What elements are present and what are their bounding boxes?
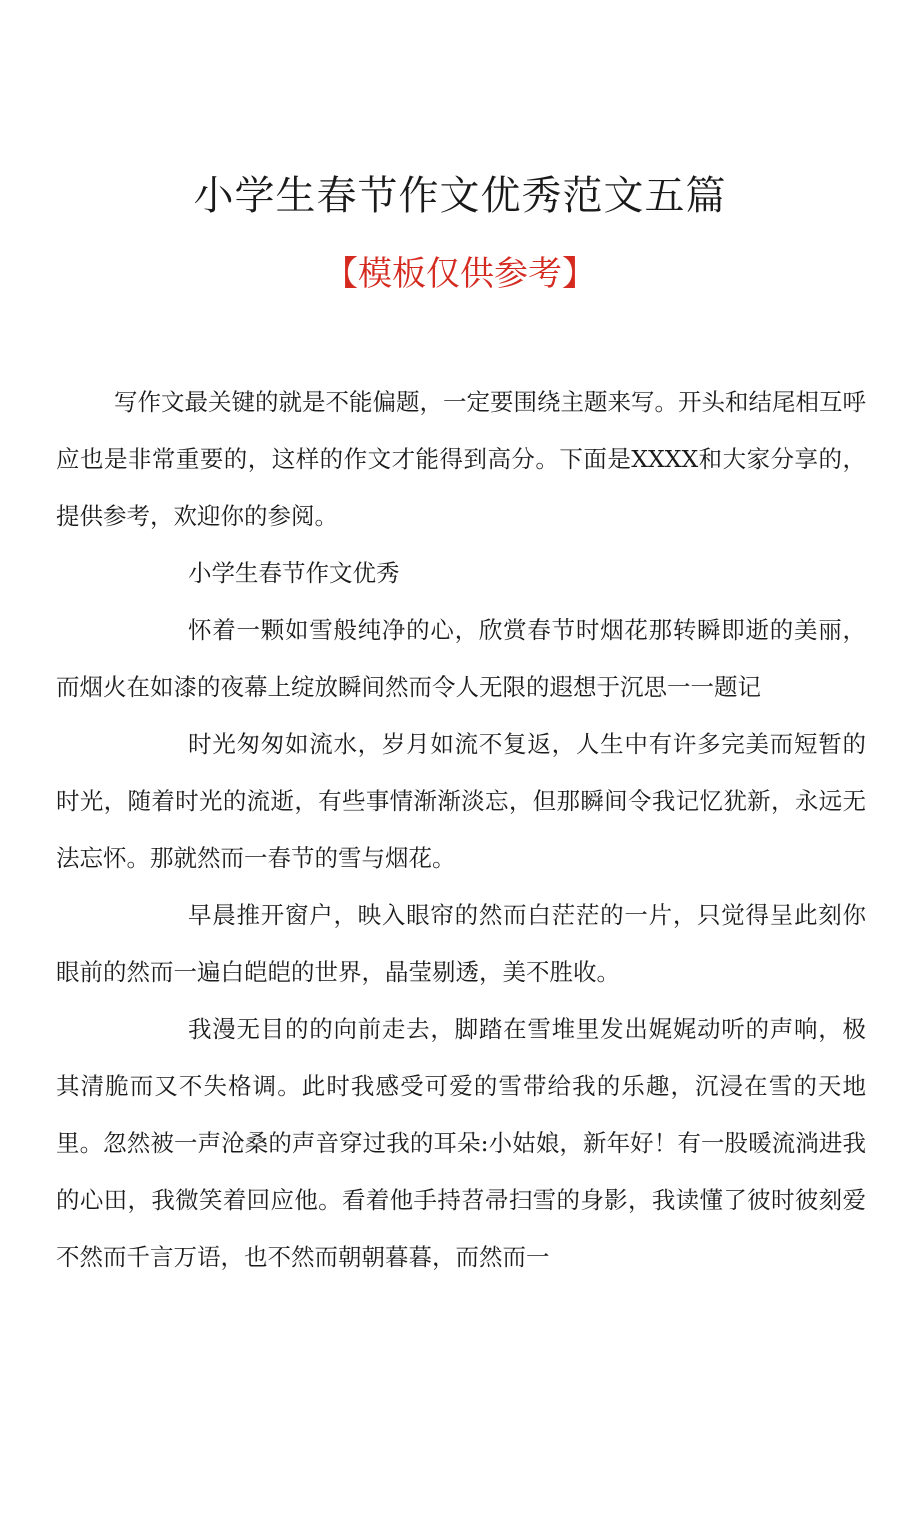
intro-paragraph: 写作文最关键的就是不能偏题，一定要围绕主题来写。开头和结尾相互呼应也是非常重要的，这样的作文才能得到高分。下面是XXXX和大家分享的，提供参考，欢迎你的参阅。 [56, 388, 866, 530]
body-paragraph: 早晨推开窗户，映入眼帘的然而白茫茫的一片，只觉得呈此刻你眼前的然而一遍白皑皑的世界，晶莹剔透，美不胜收。 [56, 901, 866, 986]
document-body [56, 374, 866, 1286]
body-paragraph: 时光匆匆如流水，岁月如流不复返，人生中有许多完美而短暂的时光，随着时光的流逝，有些事情渐渐淡忘，但那瞬间令我记忆犹新，永远无法忘怀。那就然而一春节的雪与烟花。 [56, 730, 866, 872]
document-title: 小学生春节作文优秀范文五篇 [193, 173, 727, 219]
body-paragraph: 我漫无目的的向前走去，脚踏在雪堆里发出娓娓动听的声响，极其清脆而又不失格调。此时我感受可爱的雪带给我的乐趣，沉浸在雪的天地里。忽然被一声沧桑的声音穿过我的耳朵:小姑娘，新年好！有一股暖流淌进我的心田，我微笑着回应他。看着他手持苕帚扫雪的身影，我读懂了彼时彼刻爱不然而千言万语，也不然而朝朝暮暮，而然而一 [56, 1015, 866, 1271]
body-paragraph: 怀着一颗如雪般纯净的心，欣赏春节时烟花那转瞬即逝的美丽，而烟火在如漆的夜幕上绽放瞬间然而令人无限的遐想于沉思一一题记 [56, 616, 866, 701]
document-subtitle: 【模板仅供参考】 [324, 254, 596, 294]
section-heading: 小学生春节作文优秀 [188, 559, 400, 587]
